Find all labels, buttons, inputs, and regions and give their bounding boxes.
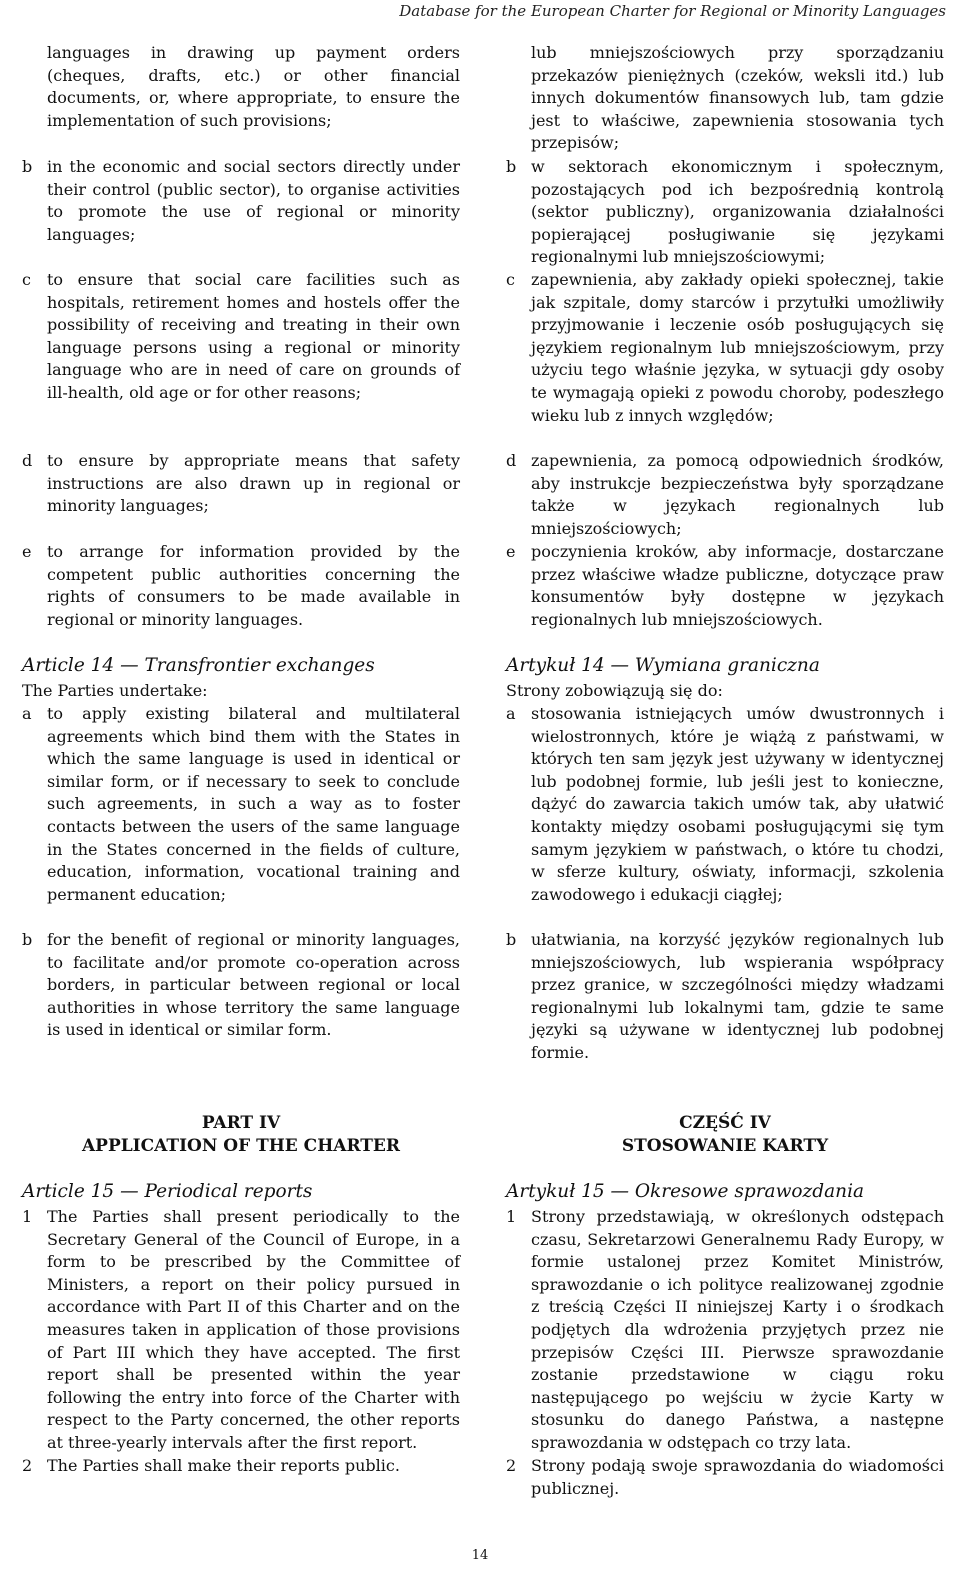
item-text: in the economic and social sectors directly under their control (public sector), to organise activities to promote the use of regional or minority languages; — [47, 157, 460, 244]
item-text: to ensure that social care facilities such as hospitals, retirement homes and hostels offer the possibility of receiving and treating in their own language persons using a regional or minority language who are in need of care on grounds of ill-health, old age or for other reasons; — [47, 270, 460, 402]
article-14-item-a — [506, 703, 944, 906]
item-text: w sektorach ekonomicznym i społecznym, pozostających pod ich bezpośrednią kontrolą (sektor publiczny), organizowania działalności popierającej posługiwanie się językami regionalnymi lub mniejszościowymi; — [531, 157, 944, 267]
item-label: 2 — [506, 1456, 517, 1475]
item-text: ułatwiania, na korzyść języków regionalnych lub mniejszościowych, lub wspierania współpracy przez granice, w szczególności między władzami regionalnymi lub lokalnymi tam, gdzie te same języki są używane w identycznej lub podobnej formie. — [531, 930, 944, 1062]
item-text: to apply existing bilateral and multilateral agreements which bind them with the States in which the same language is used in identical or similar form, or if necessary to seek to conclude such agreements, in such a way as to foster contacts between the users of the same language in the States concerned in the fields of culture, education, information, vocational training and permanent education; — [47, 704, 460, 904]
item-label: e — [22, 542, 32, 561]
article-14-item-b — [506, 929, 944, 1065]
article-14-intro: Strony zobowiązują się do: — [506, 681, 723, 700]
article-15-heading: Artykuł 15 — Okresowe sprawozdania — [506, 1181, 865, 1202]
item-label: c — [506, 270, 515, 289]
item-label: b — [22, 157, 33, 176]
item-text: stosowania istniejących umów dwustronnych i wielostronnych, które je wiążą z państwami, w których ten sam język jest używany w identycznej lub podobnej formie, lub jeśli jest to konieczne, dążyć do zawarcia takich umów tak, aby ułatwić kontakty między osobami posługującymi się tym samym językiem w państwach, o które tu chodzi, w sferze kultury, oświaty, informacji, szkolenia zawodowego i edukacji ciągłej; — [531, 704, 944, 904]
part-title: CZĘŚĆ IV — [679, 1113, 771, 1133]
part-title: PART IV — [201, 1113, 281, 1133]
item-label: b — [22, 930, 33, 949]
item-label: 1 — [506, 1207, 517, 1226]
list-item-e — [22, 541, 460, 631]
article-14-item-b — [22, 929, 460, 1042]
list-item-e — [506, 541, 944, 631]
part-subtitle: APPLICATION OF THE CHARTER — [81, 1136, 401, 1156]
item-text: Strony przedstawiają, w określonych odstępach czasu, Sekretarzowi Generalnemu Rady Europy, w formie ustalonej przez Komitet Ministrów, sprawozdanie o ich polityce realizowanej zgodnie z treścią Części II niniejszej Karty i o środkach podjętych dla wdrożenia przyjętych przez nie przepisów Części III. Pierwsze sprawozdanie zostanie przedstawione w ciągu roku następującego po wejściu w życie Karty w stosunku do danego Państwa, a następne sprawozdania w odstępach co trzy lata. — [531, 1207, 944, 1452]
item-text: zapewnienia, aby zakłady opieki społecznej, takie jak szpitale, domy starców i przytułki umożliwiły przyjmowanie i leczenie osób posługujących się językiem regionalnym lub mniejszościowym, przy użyciu tego właśnie języka, w sytuacji gdy osoby te wymagają opieki z powodu choroby, podeszłego wieku lub z innych względów; — [531, 270, 944, 425]
item-label: c — [22, 270, 31, 289]
item-label: b — [506, 157, 517, 176]
article-14-item-a — [22, 703, 460, 906]
item-text: Strony podają swoje sprawozdania do wiadomości publicznej. — [531, 1456, 944, 1498]
item-text: The Parties shall make their reports public. — [47, 1456, 400, 1475]
item-text: zapewnienia, za pomocą odpowiednich środków, aby instrukcje bezpieczeństwa były sporządzane także w językach regionalnych lub mniejszościowych; — [531, 451, 944, 538]
page-number: 14 — [471, 1548, 489, 1563]
article-15-heading: Article 15 — Periodical reports — [22, 1181, 313, 1202]
article-15-item-2 — [506, 1455, 944, 1500]
list-item-c — [22, 269, 460, 405]
list-item-d — [22, 450, 460, 518]
list-item-c — [506, 269, 944, 427]
item-text: for the benefit of regional or minority languages, to facilitate and/or promote co-operation across borders, in particular between regional or local authorities in whose territory the same language is used in identical or similar form. — [47, 930, 460, 1040]
article-14-heading: Artykuł 14 — Wymiana graniczna — [506, 655, 820, 676]
article-15-item-1 — [22, 1206, 460, 1455]
item-label: b — [506, 930, 517, 949]
item-label: 1 — [22, 1207, 33, 1226]
item-text: poczynienia kroków, aby informacje, dostarczane przez właściwe władze publiczne, dotyczące praw konsumentów były dostępne w językach regionalnych lub mniejszościowych. — [531, 542, 944, 629]
list-item-d — [506, 450, 944, 540]
article-15-item-1 — [506, 1206, 944, 1455]
item-label: a — [506, 704, 516, 723]
item-label: 2 — [22, 1456, 33, 1475]
continued-paragraph: languages in drawing up payment orders (cheques, drafts, etc.) or other financial documents, or, where appropriate, to ensure the implementation of such provisions; — [47, 43, 460, 130]
article-14-intro: The Parties undertake: — [22, 681, 208, 700]
item-text: to arrange for information provided by the competent public authorities concerning the rights of consumers to be made available in regional or minority languages. — [47, 542, 460, 629]
continued-paragraph: lub mniejszościowych przy sporządzaniu przekazów pieniężnych (czeków, weksli itd.) lub innych dokumentów finansowych lub, tam gdzie jest to właściwe, zapewnienia stosowania tych przepisów; — [531, 43, 944, 153]
item-text: to ensure by appropriate means that safety instructions are also drawn up in regional or minority languages; — [47, 451, 460, 516]
item-label: d — [22, 451, 33, 470]
article-14-heading: Article 14 — Transfrontier exchanges — [22, 655, 375, 676]
item-text: The Parties shall present periodically to the Secretary General of the Council of Europe, in a form to be prescribed by the Committee of Ministers, a report on their policy pursued in accordance with Part II of this Charter and on the measures taken in application of those provisions of Part III which they have accepted. The first report shall be presented within the year following the entry into force of the Charter with respect to the Party concerned, the other reports at three-yearly intervals after the first report. — [47, 1207, 460, 1452]
list-item-b — [506, 156, 944, 269]
item-label: e — [506, 542, 516, 561]
item-label: d — [506, 451, 517, 470]
item-label: a — [22, 704, 32, 723]
running-header: Database for the European Charter for Regional or Minority Languages — [399, 2, 946, 20]
article-15-item-2 — [22, 1455, 460, 1478]
part-subtitle: STOSOWANIE KARTY — [621, 1136, 829, 1156]
list-item-b — [22, 156, 460, 246]
